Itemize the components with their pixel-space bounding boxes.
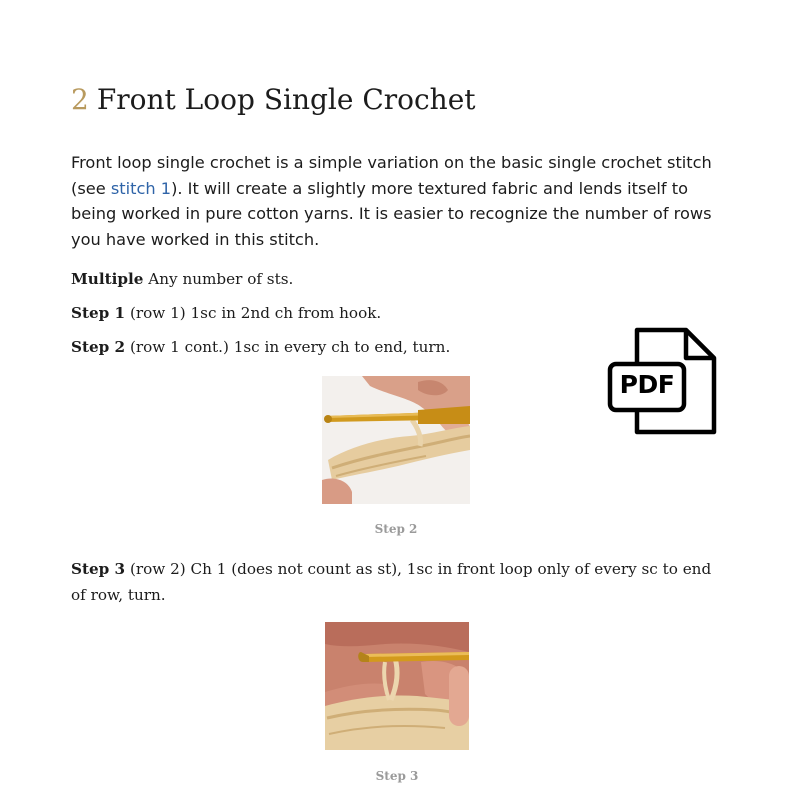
- section-heading: [71, 82, 476, 118]
- crochet-hook-photo: [325, 622, 469, 750]
- step-2-photo: [322, 376, 470, 504]
- step-3-text: (row 2) Ch 1 (does not count as st), 1sc in front loop only of every sc to end of row, turn.: [71, 560, 712, 604]
- intro-text-end: ). It will create a slightly more textured fabric and lends itself to being worked in pure cotton yarns. It is easier to recognize the number of rows you have worked in this stitch.: [71, 178, 712, 249]
- step-1-text: (row 1) 1sc in 2nd ch from hook.: [125, 304, 382, 322]
- section-title: Front Loop Single Crochet: [96, 83, 476, 116]
- multiple-label: Multiple: [71, 270, 144, 288]
- crochet-hook-photo: [322, 376, 470, 504]
- multiple-text: Any number of sts.: [143, 270, 294, 288]
- step-3-line: [71, 556, 721, 608]
- intro-paragraph: [71, 150, 721, 252]
- section-number: 2: [71, 83, 89, 116]
- step-2-text: (row 1 cont.) 1sc in every ch to end, turn.: [125, 338, 451, 356]
- step-3-photo: [325, 622, 469, 750]
- stitch-1-link[interactable]: stitch 1: [110, 178, 172, 198]
- intro-text-start: Front loop single crochet is a simple variation on the basic single crochet stitch (see: [71, 153, 712, 198]
- step-2-label: Step 2: [71, 338, 126, 356]
- step-1-line: [71, 300, 721, 326]
- step-1-label: Step 1: [71, 304, 126, 322]
- step-3-label: Step 3: [71, 560, 126, 578]
- step-2-caption: Step 2: [374, 522, 418, 536]
- multiple-line: [71, 266, 721, 292]
- step-3-caption: Step 3: [375, 769, 419, 783]
- pdf-label: PDF: [619, 370, 675, 399]
